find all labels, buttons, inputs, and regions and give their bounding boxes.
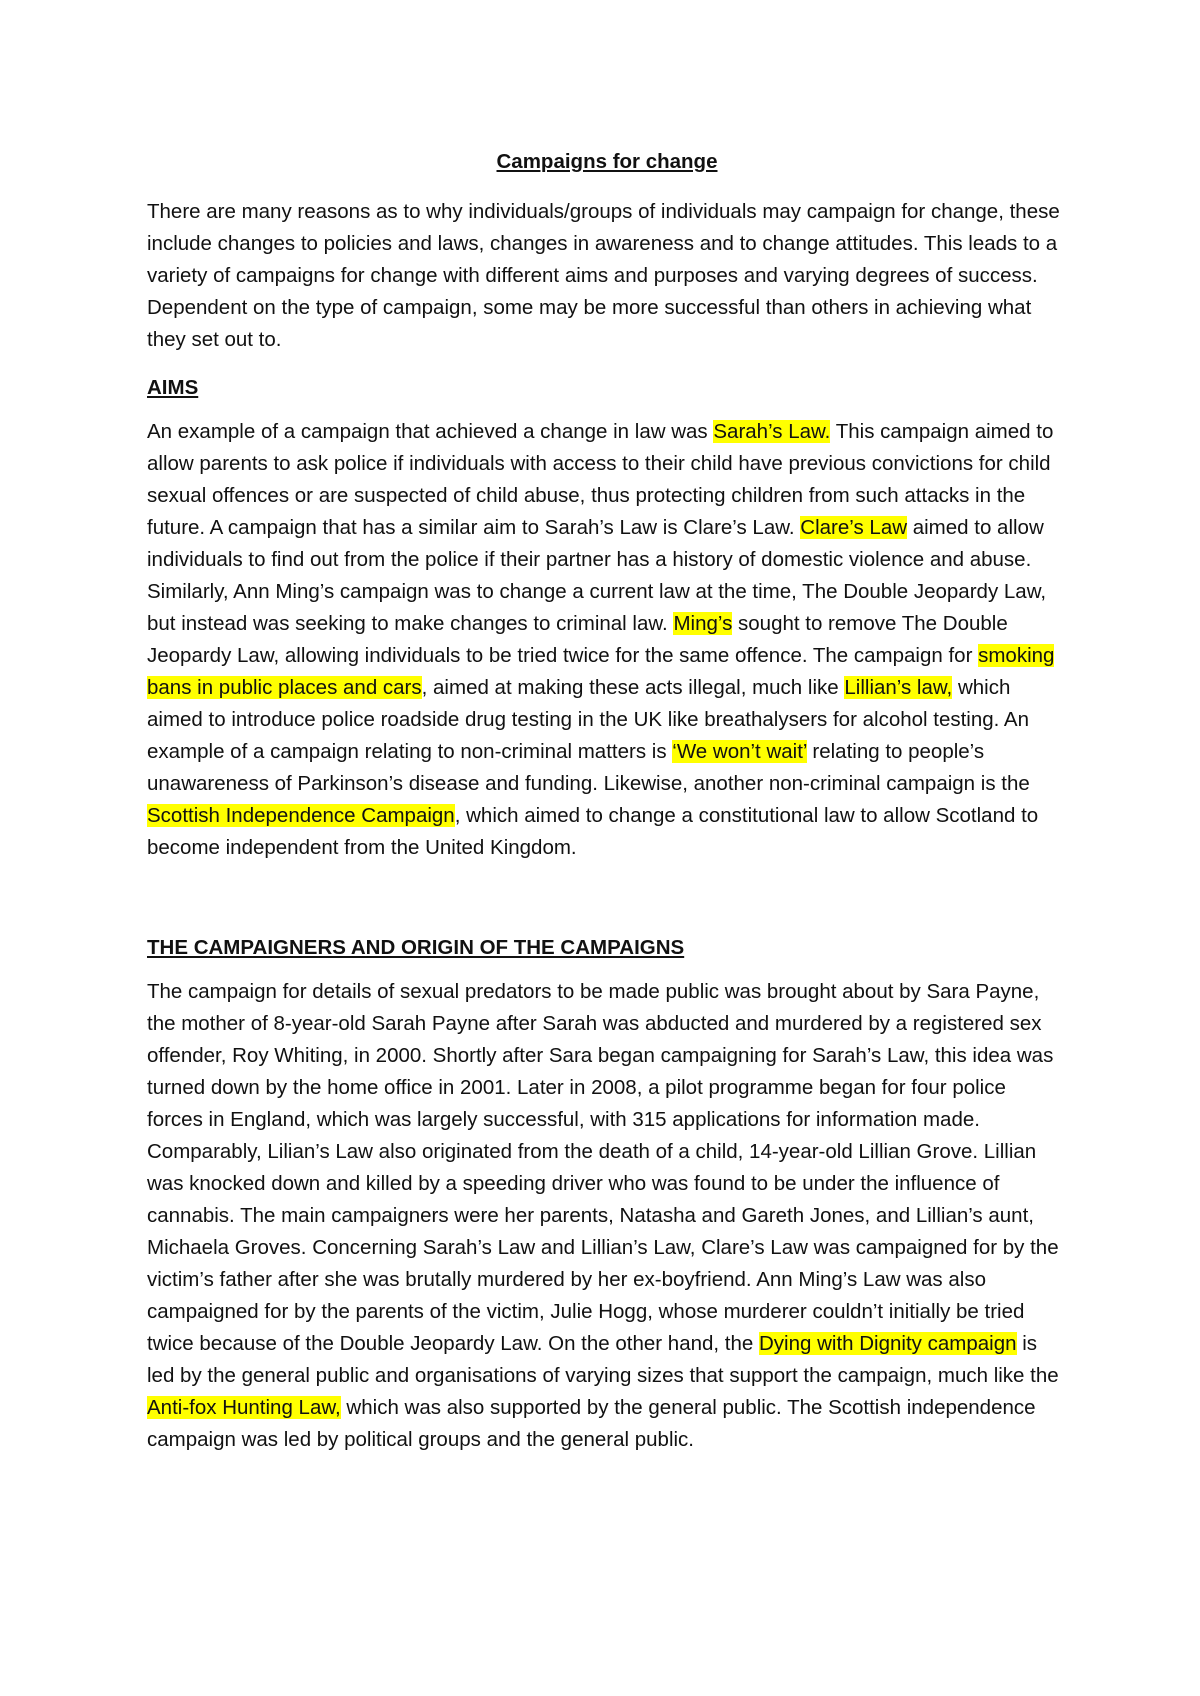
text-run: , aimed at making these acts illegal, much like <box>421 676 845 699</box>
text-run: , which aimed to change a constitutional law to allow Scotland to become independent from the United Kingdom. <box>147 804 1039 859</box>
highlight-sarahs-law: Sarah’s Law. <box>713 420 831 443</box>
text-run: This campaign aimed to allow parents to ask police if individuals with access to their child have previous convictions for child sexual offences or are suspected of child abuse, thus protecting children from such attacks in the future. A campaign that has a similar aim to Sarah’s Law is Clare’s Law. <box>147 420 1054 539</box>
text-run: relating to people’s unawareness of Parkinson’s disease and funding. Likewise, another non-criminal campaign is the <box>147 740 1030 795</box>
text-run: is led by the general public and organisations of varying sizes that support the campaign, much like the <box>147 1332 1059 1387</box>
section-heading-campaigners: THE CAMPAIGNERS AND ORIGIN OF THE CAMPAIGNS <box>147 936 685 959</box>
text-run: The campaign for details of sexual predators to be made public was brought about by Sara Payne, the mother of 8-year-old Sarah Payne after Sarah was abducted and murdered by a registered sex offender, Roy Whiting, in 2000. Shortly after Sara began campaigning for Sarah’s Law, this idea was turned down by the home office in 2001. Later in 2008, a pilot programme began for four police forces in England, which was largely successful, with 315 applications for information made. Comparably, Lilian’s Law also originated from the death of a child, 14-year-old Lillian Grove. Lillian was knocked down and killed by a speeding driver who was found to be under the influence of cannabis. The main campaigners were her parents, Natasha and Gareth Jones, and Lillian’s aunt, Michaela Groves. Concerning Sarah’s Law and Lillian’s Law, Clare’s Law was campaigned for by the victim’s father after she was brutally murdered by her ex-boyfriend. Ann Ming’s Law was also campaigned for by the parents of the victim, Julie Hogg, whose murderer couldn’t initially be tried twice because of the Double Jeopardy Law. On the other hand, the <box>147 980 1059 1355</box>
text-run: aimed to allow individuals to find out from the police if their partner has a history of domestic violence and abuse. Similarly, Ann Ming’s campaign was to change a current law at the time, The Double Jeopardy Law, but instead was seeking to make changes to criminal law. <box>147 516 1047 635</box>
aims-paragraph <box>147 416 1067 864</box>
highlight-lillians-law: Lillian’s law, <box>844 676 953 699</box>
intro-paragraph: There are many reasons as to why individuals/groups of individuals may campaign for change, these include changes to policies and laws, changes in awareness and to change attitudes. This leads to a variety of campaigns for change with different aims and purposes and varying degrees of success. Dependent on the type of campaign, some may be more successful than others in achieving what they set out to. <box>147 200 1060 351</box>
document-body <box>147 146 1067 1472</box>
section-heading-aims: AIMS <box>147 376 199 399</box>
highlight-anti-fox-hunting: Anti-fox Hunting Law, <box>147 1396 341 1419</box>
highlight-smoking-bans: smoking bans in public places and cars <box>147 644 1055 699</box>
text-run: sought to remove The Double Jeopardy Law, allowing individuals to be tried twice for the same offence. The campaign for <box>147 612 1008 667</box>
highlight-mings: Ming’s <box>673 612 733 635</box>
campaigners-paragraph <box>147 976 1067 1456</box>
highlight-dying-with-dignity: Dying with Dignity campaign <box>759 1332 1017 1355</box>
highlight-clares-law: Clare’s Law <box>800 516 908 539</box>
text-run: which was also supported by the general public. The Scottish independence campaign was led by political groups and the general public. <box>147 1396 1036 1451</box>
paragraph-spacer <box>147 880 1067 932</box>
highlight-we-wont-wait: ‘We won’t wait’ <box>672 740 807 763</box>
text-run: An example of a campaign that achieved a change in law was <box>147 420 714 443</box>
text-run: which aimed to introduce police roadside drug testing in the UK like breathalysers for alcohol testing. An example of a campaign relating to non-criminal matters is <box>147 676 1030 763</box>
page-title: Campaigns for change <box>496 150 718 173</box>
highlight-scottish-independence: Scottish Independence Campaign <box>147 804 455 827</box>
